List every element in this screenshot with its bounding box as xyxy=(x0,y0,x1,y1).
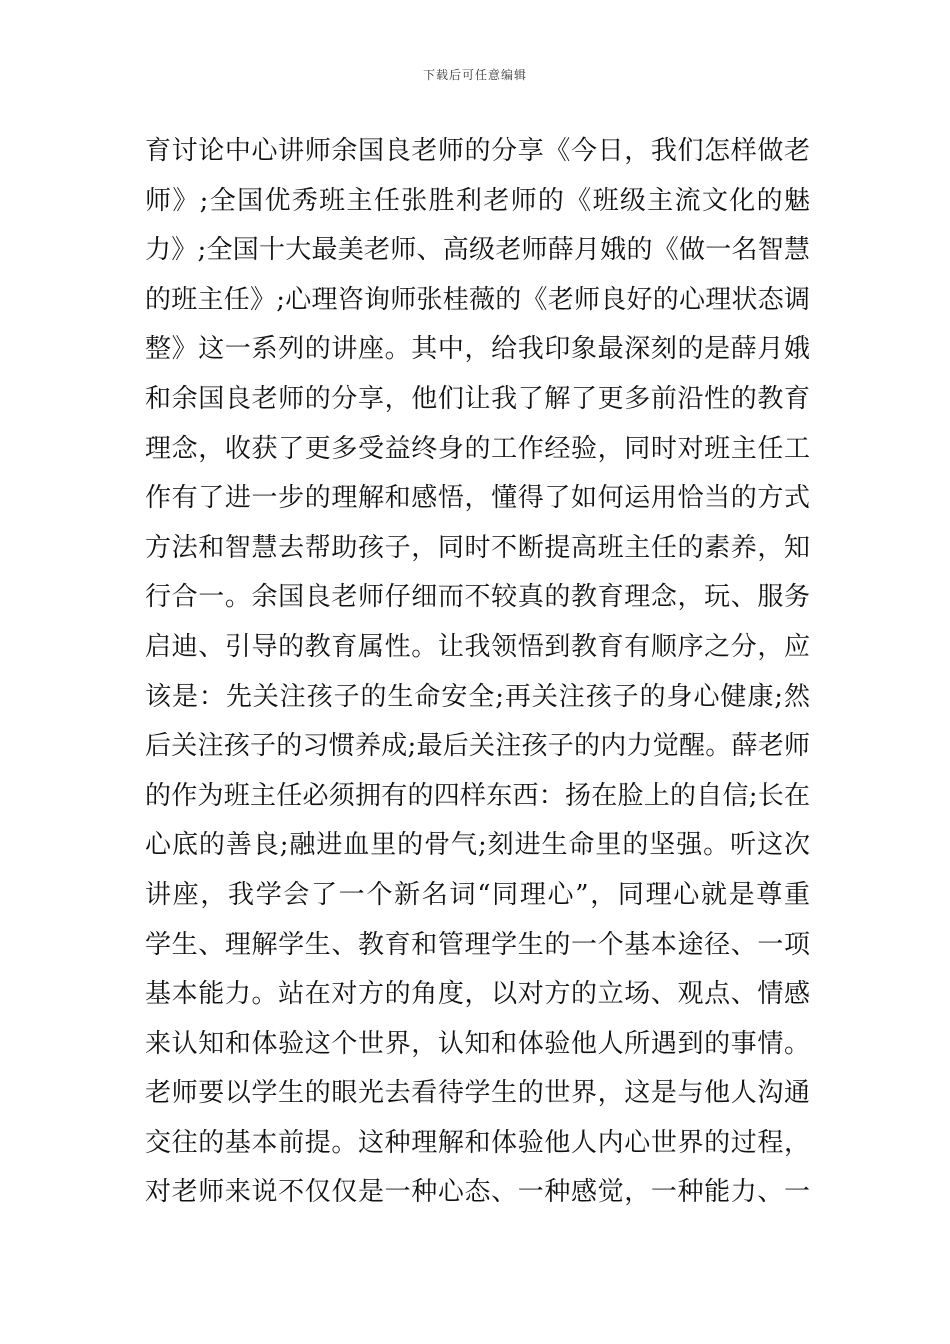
page-header: 下载后可任意编辑 xyxy=(422,68,527,82)
text-line: 学生、理解学生、教育和管理学生的一个基本途径、一项 xyxy=(145,929,810,960)
body-paragraph xyxy=(145,127,810,1218)
text-line: 育讨论中心讲师余国良老师的分享《今日，我们怎样做老 xyxy=(145,136,810,166)
text-line: 整》这一系列的讲座。其中，给我印象最深刻的是薛月娥 xyxy=(145,334,810,365)
text-line: 后关注孩子的习惯养成;最后关注孩子的内力觉醒。薛老师 xyxy=(145,731,810,762)
text-line: 理念，收获了更多受益终身的工作经验，同时对班主任工 xyxy=(145,433,810,464)
text-line: 作有了进一步的理解和感悟，懂得了如何运用恰当的方式 xyxy=(145,483,810,514)
text-line: 来认知和体验这个世界，认知和体验他人所遇到的事情。 xyxy=(145,1028,810,1059)
text-line: 的作为班主任必须拥有的四样东西：扬在脸上的自信;长在 xyxy=(145,780,810,811)
text-line: 的班主任》;心理咨询师张桂薇的《老师良好的心理状态调 xyxy=(145,284,810,315)
text-line: 讲座，我学会了一个新名词“同理心”，同理心就是尊重 xyxy=(145,879,810,910)
text-line: 对老师来说不仅仅是一种心态、一种感觉，一种能力、一 xyxy=(145,1177,810,1208)
text-line: 启迪、引导的教育属性。让我领悟到教育有顺序之分，应 xyxy=(145,631,810,662)
text-line: 和余国良老师的分享，他们让我了解了更多前沿性的教育 xyxy=(145,383,810,414)
text-line: 力》;全国十大最美老师、高级老师薛月娥的《做一名智慧 xyxy=(145,235,810,266)
text-line: 老师要以学生的眼光去看待学生的世界，这是与他人沟通 xyxy=(145,1078,810,1109)
text-line: 行合一。余国良老师仔细而不较真的教育理念，玩、服务 xyxy=(145,582,810,613)
text-line: 心底的善良;融进血里的骨气;刻进生命里的坚强。听这次 xyxy=(145,830,810,861)
text-line: 交往的基本前提。这种理解和体验他人内心世界的过程， xyxy=(145,1127,810,1158)
text-line: 方法和智慧去帮助孩子，同时不断提高班主任的素养，知 xyxy=(145,532,810,563)
text-line: 该是：先关注孩子的生命安全;再关注孩子的身心健康;然 xyxy=(145,681,810,712)
text-line: 基本能力。站在对方的角度，以对方的立场、观点、情感 xyxy=(145,979,810,1010)
text-line: 师》;全国优秀班主任张胜利老师的《班级主流文化的魅 xyxy=(145,185,810,216)
